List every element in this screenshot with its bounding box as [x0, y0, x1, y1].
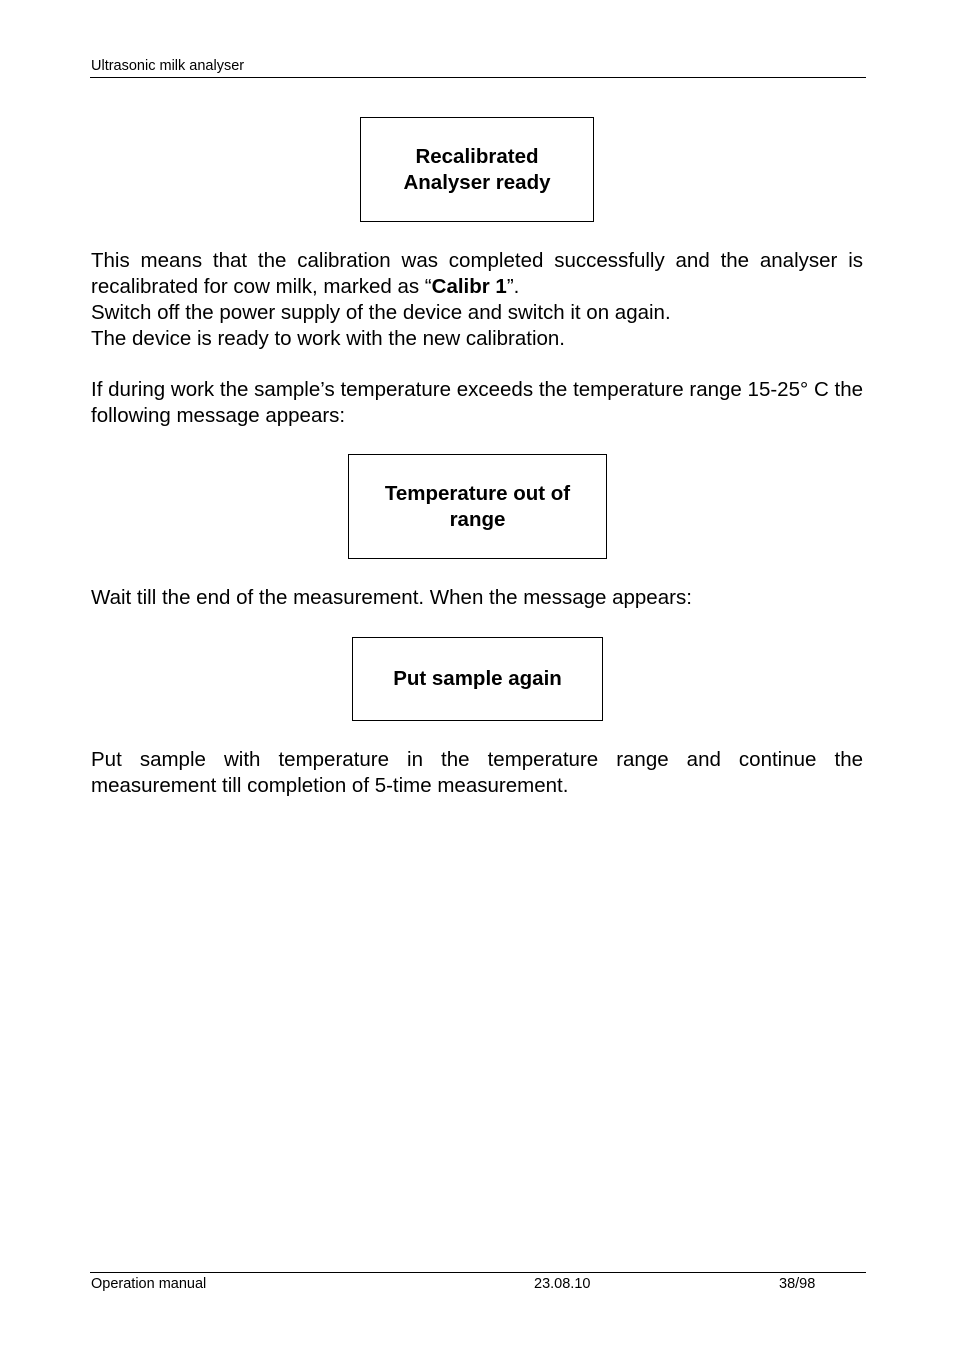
footer-page-number: 38/98 — [779, 1276, 816, 1292]
message-text-temperature: Temperature out of range — [384, 481, 571, 531]
power-cycle-instruction: Switch off the power supply of the device and switch it on again. — [91, 301, 671, 324]
paragraph-continue-measurement: Put sample with temperature in the temperature range and continue the measurement till completion of 5-time measurement. — [91, 748, 863, 797]
message-box-temperature-out-of-range — [348, 454, 607, 559]
paragraph-temperature-warning: If during work the sample’s temperature exceeds the temperature range 15-25° C the following message appears: — [91, 378, 863, 427]
document-title: Ultrasonic milk analyser — [91, 58, 245, 74]
footer-document-type: Operation manual — [91, 1276, 207, 1292]
page-header — [90, 56, 866, 78]
message-box-recalibrated — [360, 117, 594, 222]
calibration-name: Calibr 1 — [431, 275, 507, 298]
paragraph-calibration-line — [91, 248, 863, 300]
footer-date: 23.08.10 — [534, 1276, 591, 1292]
calibration-text-end: ”. — [506, 275, 520, 298]
message-text-put-sample: Put sample again — [393, 667, 562, 690]
page-footer — [90, 1272, 866, 1297]
calibration-text: This means that the calibration was completed successfully and the analyser is recalibrated for cow milk, marked as “ — [91, 249, 863, 298]
ready-statement: The device is ready to work with the new calibration. — [91, 327, 566, 350]
message-box-put-sample-again — [352, 637, 603, 721]
paragraph-calibration-complete — [91, 248, 863, 352]
message-text-recalibrated: Recalibrated Analyser ready — [403, 144, 551, 194]
paragraph-wait-instruction: Wait till the end of the measurement. When the message appears: — [91, 586, 692, 609]
